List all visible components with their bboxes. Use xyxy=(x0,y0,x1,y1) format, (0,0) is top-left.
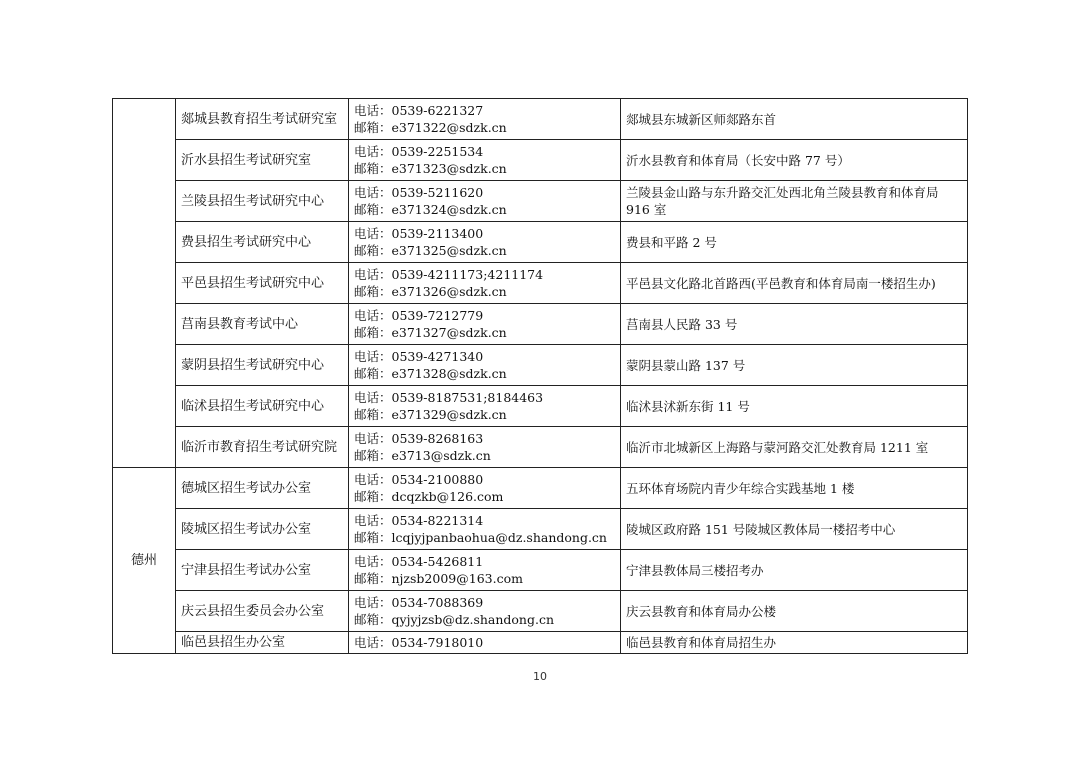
phone-text: 电话：0539-4271340 xyxy=(354,349,484,364)
organization-cell: 宁津县招生考试办公室 xyxy=(176,550,349,591)
contact-cell xyxy=(349,386,621,427)
organization-cell: 莒南县教育考试中心 xyxy=(176,304,349,345)
phone-text: 电话：0539-8187531;8184463 xyxy=(354,390,544,405)
organization-cell: 庆云县招生委员会办公室 xyxy=(176,591,349,632)
email-text: 邮箱：e371325@sdzk.cn xyxy=(354,243,507,258)
address-cell: 临邑县教育和体育局招生办 xyxy=(621,632,968,654)
city-cell: 德州 xyxy=(113,468,176,654)
phone-text: 电话：0534-5426811 xyxy=(354,554,484,569)
city-cell xyxy=(113,99,176,468)
organization-cell: 陵城区招生考试办公室 xyxy=(176,509,349,550)
table-row xyxy=(113,222,968,263)
contact-cell xyxy=(349,99,621,140)
address-cell: 费县和平路 2 号 xyxy=(621,222,968,263)
organization-cell: 临沭县招生考试研究中心 xyxy=(176,386,349,427)
page-number: 10 xyxy=(533,670,547,683)
contact-cell xyxy=(349,304,621,345)
organization-cell: 兰陵县招生考试研究中心 xyxy=(176,181,349,222)
table-row xyxy=(113,140,968,181)
table-row xyxy=(113,550,968,591)
phone-text: 电话：0539-7212779 xyxy=(354,308,484,323)
organization-cell: 临邑县招生办公室 xyxy=(176,632,349,654)
contact-cell xyxy=(349,632,621,654)
email-text: 邮箱：dcqzkb@126.com xyxy=(354,489,504,504)
address-cell: 庆云县教育和体育局办公楼 xyxy=(621,591,968,632)
table-row xyxy=(113,468,968,509)
contact-cell xyxy=(349,468,621,509)
email-text: 邮箱：e371322@sdzk.cn xyxy=(354,120,507,135)
phone-text: 电话：0539-5211620 xyxy=(354,185,484,200)
phone-text: 电话：0534-8221314 xyxy=(354,513,484,528)
contact-cell xyxy=(349,263,621,304)
table-row xyxy=(113,386,968,427)
address-cell: 郯城县东城新区师郯路东首 xyxy=(621,99,968,140)
table-row xyxy=(113,99,968,140)
phone-text: 电话：0539-2113400 xyxy=(354,226,484,241)
address-cell: 莒南县人民路 33 号 xyxy=(621,304,968,345)
email-text: 邮箱：qyjyjzsb@dz.shandong.cn xyxy=(354,612,555,627)
address-cell: 陵城区政府路 151 号陵城区教体局一楼招考中心 xyxy=(621,509,968,550)
organization-cell: 德城区招生考试办公室 xyxy=(176,468,349,509)
email-text: 邮箱：e371323@sdzk.cn xyxy=(354,161,507,176)
phone-text: 电话：0534-7918010 xyxy=(354,635,484,650)
phone-text: 电话：0534-2100880 xyxy=(354,472,484,487)
phone-text: 电话：0534-7088369 xyxy=(354,595,484,610)
table-row xyxy=(113,181,968,222)
contacts-table-body xyxy=(113,99,968,654)
phone-text: 电话：0539-4211173;4211174 xyxy=(354,267,544,282)
table-row xyxy=(113,304,968,345)
address-cell: 兰陵县金山路与东升路交汇处西北角兰陵县教育和体育局 916 室 xyxy=(621,181,968,222)
phone-text: 电话：0539-8268163 xyxy=(354,431,484,446)
contact-cell xyxy=(349,222,621,263)
contact-cell xyxy=(349,140,621,181)
contact-cell xyxy=(349,181,621,222)
table-row xyxy=(113,427,968,468)
email-text: 邮箱：e371326@sdzk.cn xyxy=(354,284,507,299)
address-cell: 宁津县教体局三楼招考办 xyxy=(621,550,968,591)
organization-cell: 蒙阴县招生考试研究中心 xyxy=(176,345,349,386)
contact-cell xyxy=(349,550,621,591)
table-row xyxy=(113,263,968,304)
contact-cell xyxy=(349,427,621,468)
contact-cell xyxy=(349,591,621,632)
address-cell: 平邑县文化路北首路西(平邑教育和体育局南一楼招生办) xyxy=(621,263,968,304)
email-text: 邮箱：e371327@sdzk.cn xyxy=(354,325,507,340)
phone-text: 电话：0539-2251534 xyxy=(354,144,484,159)
email-text: 邮箱：e3713@sdzk.cn xyxy=(354,448,491,463)
table-row xyxy=(113,509,968,550)
table-row xyxy=(113,345,968,386)
address-cell: 蒙阴县蒙山路 137 号 xyxy=(621,345,968,386)
contact-cell xyxy=(349,509,621,550)
address-cell: 沂水县教育和体育局（长安中路 77 号） xyxy=(621,140,968,181)
contact-cell xyxy=(349,345,621,386)
email-text: 邮箱：e371328@sdzk.cn xyxy=(354,366,507,381)
organization-cell: 费县招生考试研究中心 xyxy=(176,222,349,263)
address-cell: 临沂市北城新区上海路与蒙河路交汇处教育局 1211 室 xyxy=(621,427,968,468)
table-row xyxy=(113,632,968,654)
email-text: 邮箱：e371329@sdzk.cn xyxy=(354,407,507,422)
organization-cell: 临沂市教育招生考试研究院 xyxy=(176,427,349,468)
organization-cell: 郯城县教育招生考试研究室 xyxy=(176,99,349,140)
email-text: 邮箱：njzsb2009@163.com xyxy=(354,571,523,586)
address-cell: 临沭县沭新东街 11 号 xyxy=(621,386,968,427)
email-text: 邮箱：e371324@sdzk.cn xyxy=(354,202,507,217)
phone-text: 电话：0539-6221327 xyxy=(354,103,484,118)
address-cell: 五环体育场院内青少年综合实践基地 1 楼 xyxy=(621,468,968,509)
contacts-table xyxy=(112,98,968,654)
organization-cell: 平邑县招生考试研究中心 xyxy=(176,263,349,304)
organization-cell: 沂水县招生考试研究室 xyxy=(176,140,349,181)
table-row xyxy=(113,591,968,632)
email-text: 邮箱：lcqjyjpanbaohua@dz.shandong.cn xyxy=(354,530,607,545)
